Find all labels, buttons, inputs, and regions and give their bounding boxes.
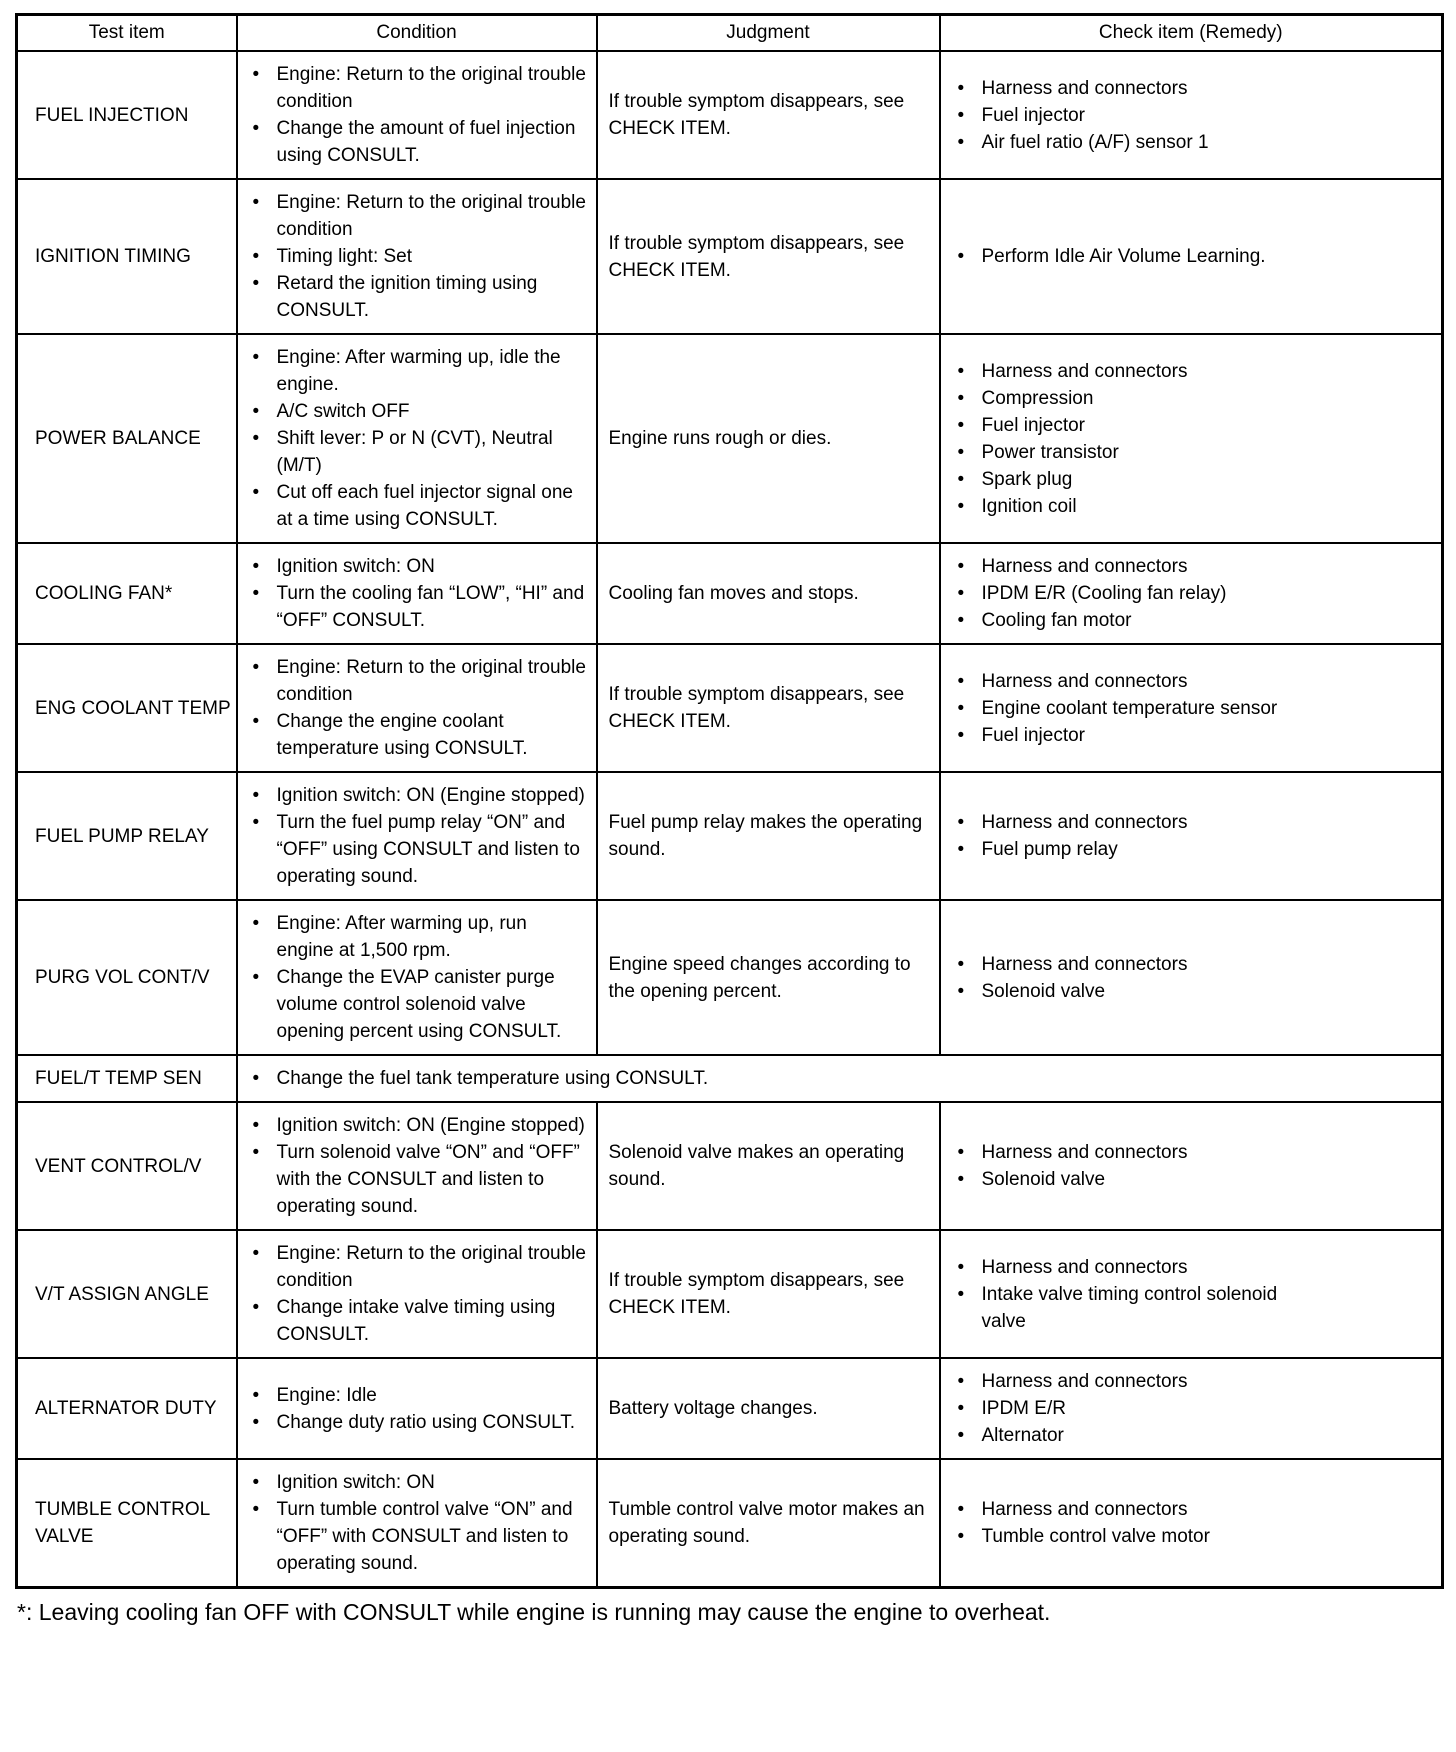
bullet-text: IPDM E/R (Cooling fan relay) <box>981 583 1227 604</box>
bullet-item <box>956 809 1282 836</box>
test-item-cell: PURG VOL CONT/V <box>17 900 237 1055</box>
bullet-icon: • <box>252 556 260 577</box>
bullet-item <box>956 129 1282 156</box>
header-row <box>17 15 1443 52</box>
bullet-icon: • <box>957 697 965 719</box>
judgment-cell: Battery voltage changes. <box>597 1358 940 1459</box>
bullet-text: Change the amount of fuel injection using CONSULT. <box>276 118 576 166</box>
bullet-icon: • <box>252 1068 260 1089</box>
bullet-text: Timing light: Set <box>276 246 413 267</box>
bullet-icon: • <box>252 711 260 732</box>
bullet-icon: • <box>252 273 260 294</box>
bullet-text: Perform Idle Air Volume Learning. <box>981 246 1266 267</box>
bullet-item <box>956 722 1282 749</box>
table-row <box>17 1459 1443 1588</box>
bullet-item <box>956 695 1282 722</box>
judgment-cell: Tumble control valve motor makes an operating sound. <box>597 1459 940 1588</box>
bullet-text: Engine: Return to the original trouble condition <box>276 192 586 240</box>
bullet-text: Turn the cooling fan “LOW”, “HI” and “OFF” CONSULT. <box>276 583 585 631</box>
bullet-icon: • <box>252 118 260 139</box>
bullet-icon: • <box>957 414 965 436</box>
bullet-icon: • <box>957 77 965 99</box>
bullet-item <box>251 654 588 708</box>
bullet-text: Harness and connectors <box>981 670 1188 692</box>
bullet-icon: • <box>252 428 260 449</box>
bullet-text: Spark plug <box>981 468 1073 490</box>
bullet-item <box>251 270 588 324</box>
bullet-icon: • <box>957 1398 965 1419</box>
bullet-icon: • <box>252 785 260 806</box>
bullet-icon: • <box>252 967 260 988</box>
bullet-item <box>956 1523 1282 1550</box>
bullet-text: Harness and connectors <box>981 1499 1188 1520</box>
bullet-item <box>251 782 588 809</box>
judgment-cell: Cooling fan moves and stops. <box>597 543 940 644</box>
bullet-item <box>251 1382 588 1409</box>
bullet-text: Cooling fan motor <box>981 610 1132 631</box>
table-body <box>17 51 1443 1588</box>
judgment-cell: Engine speed changes according to the opening percent. <box>597 900 940 1055</box>
condition-cell <box>237 1230 597 1358</box>
bullet-icon: • <box>252 64 260 85</box>
bullet-text: Ignition switch: ON <box>276 556 435 577</box>
bullet-text: Retard the ignition timing using CONSULT. <box>276 273 538 321</box>
check-item-cell <box>940 900 1443 1055</box>
bullet-item <box>956 1166 1282 1193</box>
condition-cell <box>237 1102 597 1230</box>
bullet-icon: • <box>957 610 965 631</box>
bullet-icon: • <box>957 839 965 860</box>
bullet-text: Ignition switch: ON (Engine stopped) <box>276 1115 585 1136</box>
bullet-item <box>956 102 1282 129</box>
bullet-icon: • <box>957 670 965 692</box>
bullet-text: Change the engine coolant temperature using CONSULT. <box>276 711 528 759</box>
bullet-item <box>956 836 1282 863</box>
bullet-text: Ignition switch: ON (Engine stopped) <box>276 785 585 806</box>
bullet-icon: • <box>252 1243 260 1264</box>
bullet-item <box>956 358 1282 385</box>
condition-cell <box>237 644 597 772</box>
bullet-icon: • <box>252 812 260 833</box>
table-header <box>17 15 1443 52</box>
bullet-icon: • <box>252 246 260 267</box>
bullet-icon: • <box>957 980 965 1002</box>
check-item-cell <box>940 543 1443 644</box>
bullet-item <box>956 580 1282 607</box>
bullet-item <box>956 607 1282 634</box>
condition-cell <box>237 179 597 334</box>
bullet-icon: • <box>252 913 260 934</box>
bullet-text: Fuel injector <box>981 724 1085 746</box>
condition-cell <box>237 1459 597 1588</box>
bullet-text: Solenoid valve <box>981 980 1106 1002</box>
bullet-text: Tumble control valve motor <box>981 1526 1210 1547</box>
bullet-icon: • <box>957 1169 965 1190</box>
bullet-item <box>956 951 1282 978</box>
condition-cell <box>237 1055 1443 1102</box>
table-row <box>17 1055 1443 1102</box>
bullet-icon: • <box>252 347 260 368</box>
bullet-icon: • <box>957 441 965 463</box>
bullet-icon: • <box>957 1142 965 1163</box>
bullet-icon: • <box>957 1499 965 1520</box>
table-row <box>17 772 1443 900</box>
bullet-icon: • <box>252 1297 260 1318</box>
check-item-cell <box>940 334 1443 543</box>
bullet-text: Air fuel ratio (A/F) sensor 1 <box>981 131 1209 153</box>
bullet-text: Cut off each fuel injector signal one at a time using CONSULT. <box>276 482 573 530</box>
bullet-icon: • <box>957 1283 965 1305</box>
bullet-text: Turn solenoid valve “ON” and “OFF” with the CONSULT and listen to operating sound. <box>276 1142 580 1217</box>
check-item-cell <box>940 772 1443 900</box>
bullet-icon: • <box>252 1115 260 1136</box>
test-item-cell: FUEL/T TEMP SEN <box>17 1055 237 1102</box>
bullet-item <box>251 425 588 479</box>
bullet-item <box>251 189 588 243</box>
bullet-text: Engine: After warming up, run engine at 1,500 rpm. <box>276 913 527 961</box>
bullet-icon: • <box>252 657 260 678</box>
bullet-icon: • <box>957 556 965 577</box>
bullet-text: Change intake valve timing using CONSULT. <box>276 1297 556 1345</box>
col-header-check-item: Check item (Remedy) <box>940 15 1443 52</box>
bullet-text: Harness and connectors <box>981 77 1188 99</box>
bullet-item <box>251 1139 588 1220</box>
bullet-item <box>251 1112 588 1139</box>
condition-cell <box>237 772 597 900</box>
bullet-item <box>956 1496 1282 1523</box>
table-row <box>17 1102 1443 1230</box>
check-item-cell <box>940 51 1443 179</box>
bullet-icon: • <box>252 1499 260 1520</box>
check-item-cell <box>940 179 1443 334</box>
bullet-icon: • <box>252 401 260 422</box>
footnote: *: Leaving cooling fan OFF with CONSULT while engine is running may cause the engine to overheat. <box>17 1599 1051 1625</box>
test-item-cell: ALTERNATOR DUTY <box>17 1358 237 1459</box>
bullet-text: Shift lever: P or N (CVT), Neutral (M/T) <box>276 428 553 476</box>
bullet-text: A/C switch OFF <box>276 401 410 422</box>
check-item-cell <box>940 1358 1443 1459</box>
bullet-icon: • <box>957 1371 965 1392</box>
bullet-icon: • <box>252 1472 260 1493</box>
bullet-item <box>251 398 588 425</box>
condition-cell <box>237 334 597 543</box>
bullet-text: Engine: After warming up, idle the engine. <box>276 347 561 395</box>
test-item-cell: POWER BALANCE <box>17 334 237 543</box>
test-item-cell: IGNITION TIMING <box>17 179 237 334</box>
bullet-text: Intake valve timing control solenoid valve <box>981 1283 1278 1332</box>
bullet-item <box>251 1240 588 1294</box>
condition-cell <box>237 1358 597 1459</box>
bullet-item <box>251 708 588 762</box>
bullet-text: Harness and connectors <box>981 1142 1188 1163</box>
bullet-item <box>956 243 1282 270</box>
bullet-text: Power transistor <box>981 441 1119 463</box>
bullet-item <box>956 1254 1282 1281</box>
bullet-icon: • <box>957 246 965 267</box>
bullet-text: Engine: Return to the original trouble condition <box>276 657 586 705</box>
bullet-item <box>956 385 1282 412</box>
bullet-text: Harness and connectors <box>981 953 1188 975</box>
bullet-item <box>251 243 588 270</box>
bullet-text: Harness and connectors <box>981 360 1188 382</box>
consult-active-test-table <box>15 13 1444 1589</box>
test-item-cell: V/T ASSIGN ANGLE <box>17 1230 237 1358</box>
bullet-icon: • <box>957 1425 965 1446</box>
bullet-text: Solenoid valve <box>981 1169 1106 1190</box>
bullet-item <box>251 1469 588 1496</box>
bullet-icon: • <box>252 1142 260 1163</box>
bullet-icon: • <box>252 192 260 213</box>
bullet-item <box>251 809 588 890</box>
bullet-item <box>956 1281 1282 1335</box>
condition-cell <box>237 543 597 644</box>
bullet-text: Ignition switch: ON <box>276 1472 435 1493</box>
table-row <box>17 51 1443 179</box>
bullet-item <box>956 412 1282 439</box>
table-row <box>17 1230 1443 1358</box>
bullet-item <box>956 439 1282 466</box>
bullet-icon: • <box>957 360 965 382</box>
bullet-text: Engine: Return to the original trouble condition <box>276 1243 586 1291</box>
test-item-cell: ENG COOLANT TEMP <box>17 644 237 772</box>
bullet-icon: • <box>957 104 965 126</box>
table-row <box>17 644 1443 772</box>
test-item-cell: TUMBLE CONTROL VALVE <box>17 1459 237 1588</box>
bullet-text: Compression <box>981 387 1094 409</box>
test-item-cell: COOLING FAN* <box>17 543 237 644</box>
table-row <box>17 179 1443 334</box>
table-row <box>17 543 1443 644</box>
bullet-text: Engine coolant temperature sensor <box>981 697 1278 719</box>
bullet-text: Turn the fuel pump relay “ON” and “OFF” using CONSULT and listen to operating sound. <box>276 812 580 887</box>
col-header-test-item: Test item <box>17 15 237 52</box>
bullet-icon: • <box>957 468 965 490</box>
bullet-text: Engine: Idle <box>276 1384 377 1406</box>
bullet-text: Ignition coil <box>981 495 1077 517</box>
bullet-item <box>956 1395 1282 1422</box>
col-header-condition: Condition <box>237 15 597 52</box>
bullet-item <box>956 1139 1282 1166</box>
bullet-icon: • <box>252 583 260 604</box>
judgment-cell: If trouble symptom disappears, see CHECK ITEM. <box>597 51 940 179</box>
bullet-icon: • <box>957 131 965 153</box>
bullet-text: Change the fuel tank temperature using CONSULT. <box>276 1068 709 1089</box>
bullet-text: Fuel injector <box>981 104 1085 126</box>
bullet-text: Harness and connectors <box>981 556 1188 577</box>
test-item-cell: FUEL PUMP RELAY <box>17 772 237 900</box>
bullet-item <box>251 344 588 398</box>
bullet-item <box>251 61 588 115</box>
bullet-item <box>251 479 588 533</box>
bullet-icon: • <box>957 1256 965 1278</box>
bullet-item <box>251 115 588 169</box>
table-row <box>17 334 1443 543</box>
bullet-item <box>251 910 588 964</box>
table-row <box>17 1358 1443 1459</box>
bullet-text: Fuel injector <box>981 414 1085 436</box>
check-item-cell <box>940 1102 1443 1230</box>
condition-cell <box>237 900 597 1055</box>
bullet-item <box>251 1409 588 1436</box>
bullet-item <box>251 1065 1434 1092</box>
bullet-text: Change duty ratio using CONSULT. <box>276 1411 576 1433</box>
bullet-icon: • <box>252 1384 260 1406</box>
bullet-icon: • <box>957 812 965 833</box>
bullet-item <box>956 668 1282 695</box>
judgment-cell: If trouble symptom disappears, see CHECK ITEM. <box>597 644 940 772</box>
judgment-cell: Fuel pump relay makes the operating sound. <box>597 772 940 900</box>
bullet-item <box>956 978 1282 1005</box>
check-item-cell <box>940 1459 1443 1588</box>
bullet-text: Alternator <box>981 1425 1064 1446</box>
bullet-item <box>251 553 588 580</box>
bullet-item <box>251 964 588 1045</box>
bullet-item <box>956 553 1282 580</box>
bullet-item <box>956 493 1282 520</box>
bullet-item <box>251 1496 588 1577</box>
bullet-icon: • <box>957 583 965 604</box>
judgment-cell: If trouble symptom disappears, see CHECK ITEM. <box>597 1230 940 1358</box>
bullet-text: Harness and connectors <box>981 1371 1188 1392</box>
bullet-icon: • <box>957 1526 965 1547</box>
bullet-icon: • <box>957 953 965 975</box>
table-row <box>17 900 1443 1055</box>
bullet-item <box>956 1422 1282 1449</box>
bullet-item <box>251 580 588 634</box>
condition-cell <box>237 51 597 179</box>
judgment-cell: If trouble symptom disappears, see CHECK ITEM. <box>597 179 940 334</box>
bullet-icon: • <box>957 495 965 517</box>
test-item-cell: VENT CONTROL/V <box>17 1102 237 1230</box>
bullet-item <box>956 1368 1282 1395</box>
bullet-item <box>251 1294 588 1348</box>
col-header-judgment: Judgment <box>597 15 940 52</box>
bullet-icon: • <box>252 1411 260 1433</box>
bullet-icon: • <box>957 724 965 746</box>
bullet-text: Fuel pump relay <box>981 839 1118 860</box>
bullet-text: Turn tumble control valve “ON” and “OFF” with CONSULT and listen to operating sound. <box>276 1499 573 1574</box>
bullet-text: IPDM E/R <box>981 1398 1066 1419</box>
check-item-cell <box>940 1230 1443 1358</box>
bullet-text: Harness and connectors <box>981 1256 1188 1278</box>
bullet-text: Change the EVAP canister purge volume control solenoid valve opening percent using CONSULT. <box>276 967 562 1042</box>
check-item-cell <box>940 644 1443 772</box>
test-item-cell: FUEL INJECTION <box>17 51 237 179</box>
bullet-item <box>956 466 1282 493</box>
bullet-item <box>956 75 1282 102</box>
bullet-text: Harness and connectors <box>981 812 1188 833</box>
judgment-cell: Engine runs rough or dies. <box>597 334 940 543</box>
bullet-icon: • <box>252 482 260 503</box>
bullet-text: Engine: Return to the original trouble condition <box>276 64 586 112</box>
judgment-cell: Solenoid valve makes an operating sound. <box>597 1102 940 1230</box>
bullet-icon: • <box>957 387 965 409</box>
